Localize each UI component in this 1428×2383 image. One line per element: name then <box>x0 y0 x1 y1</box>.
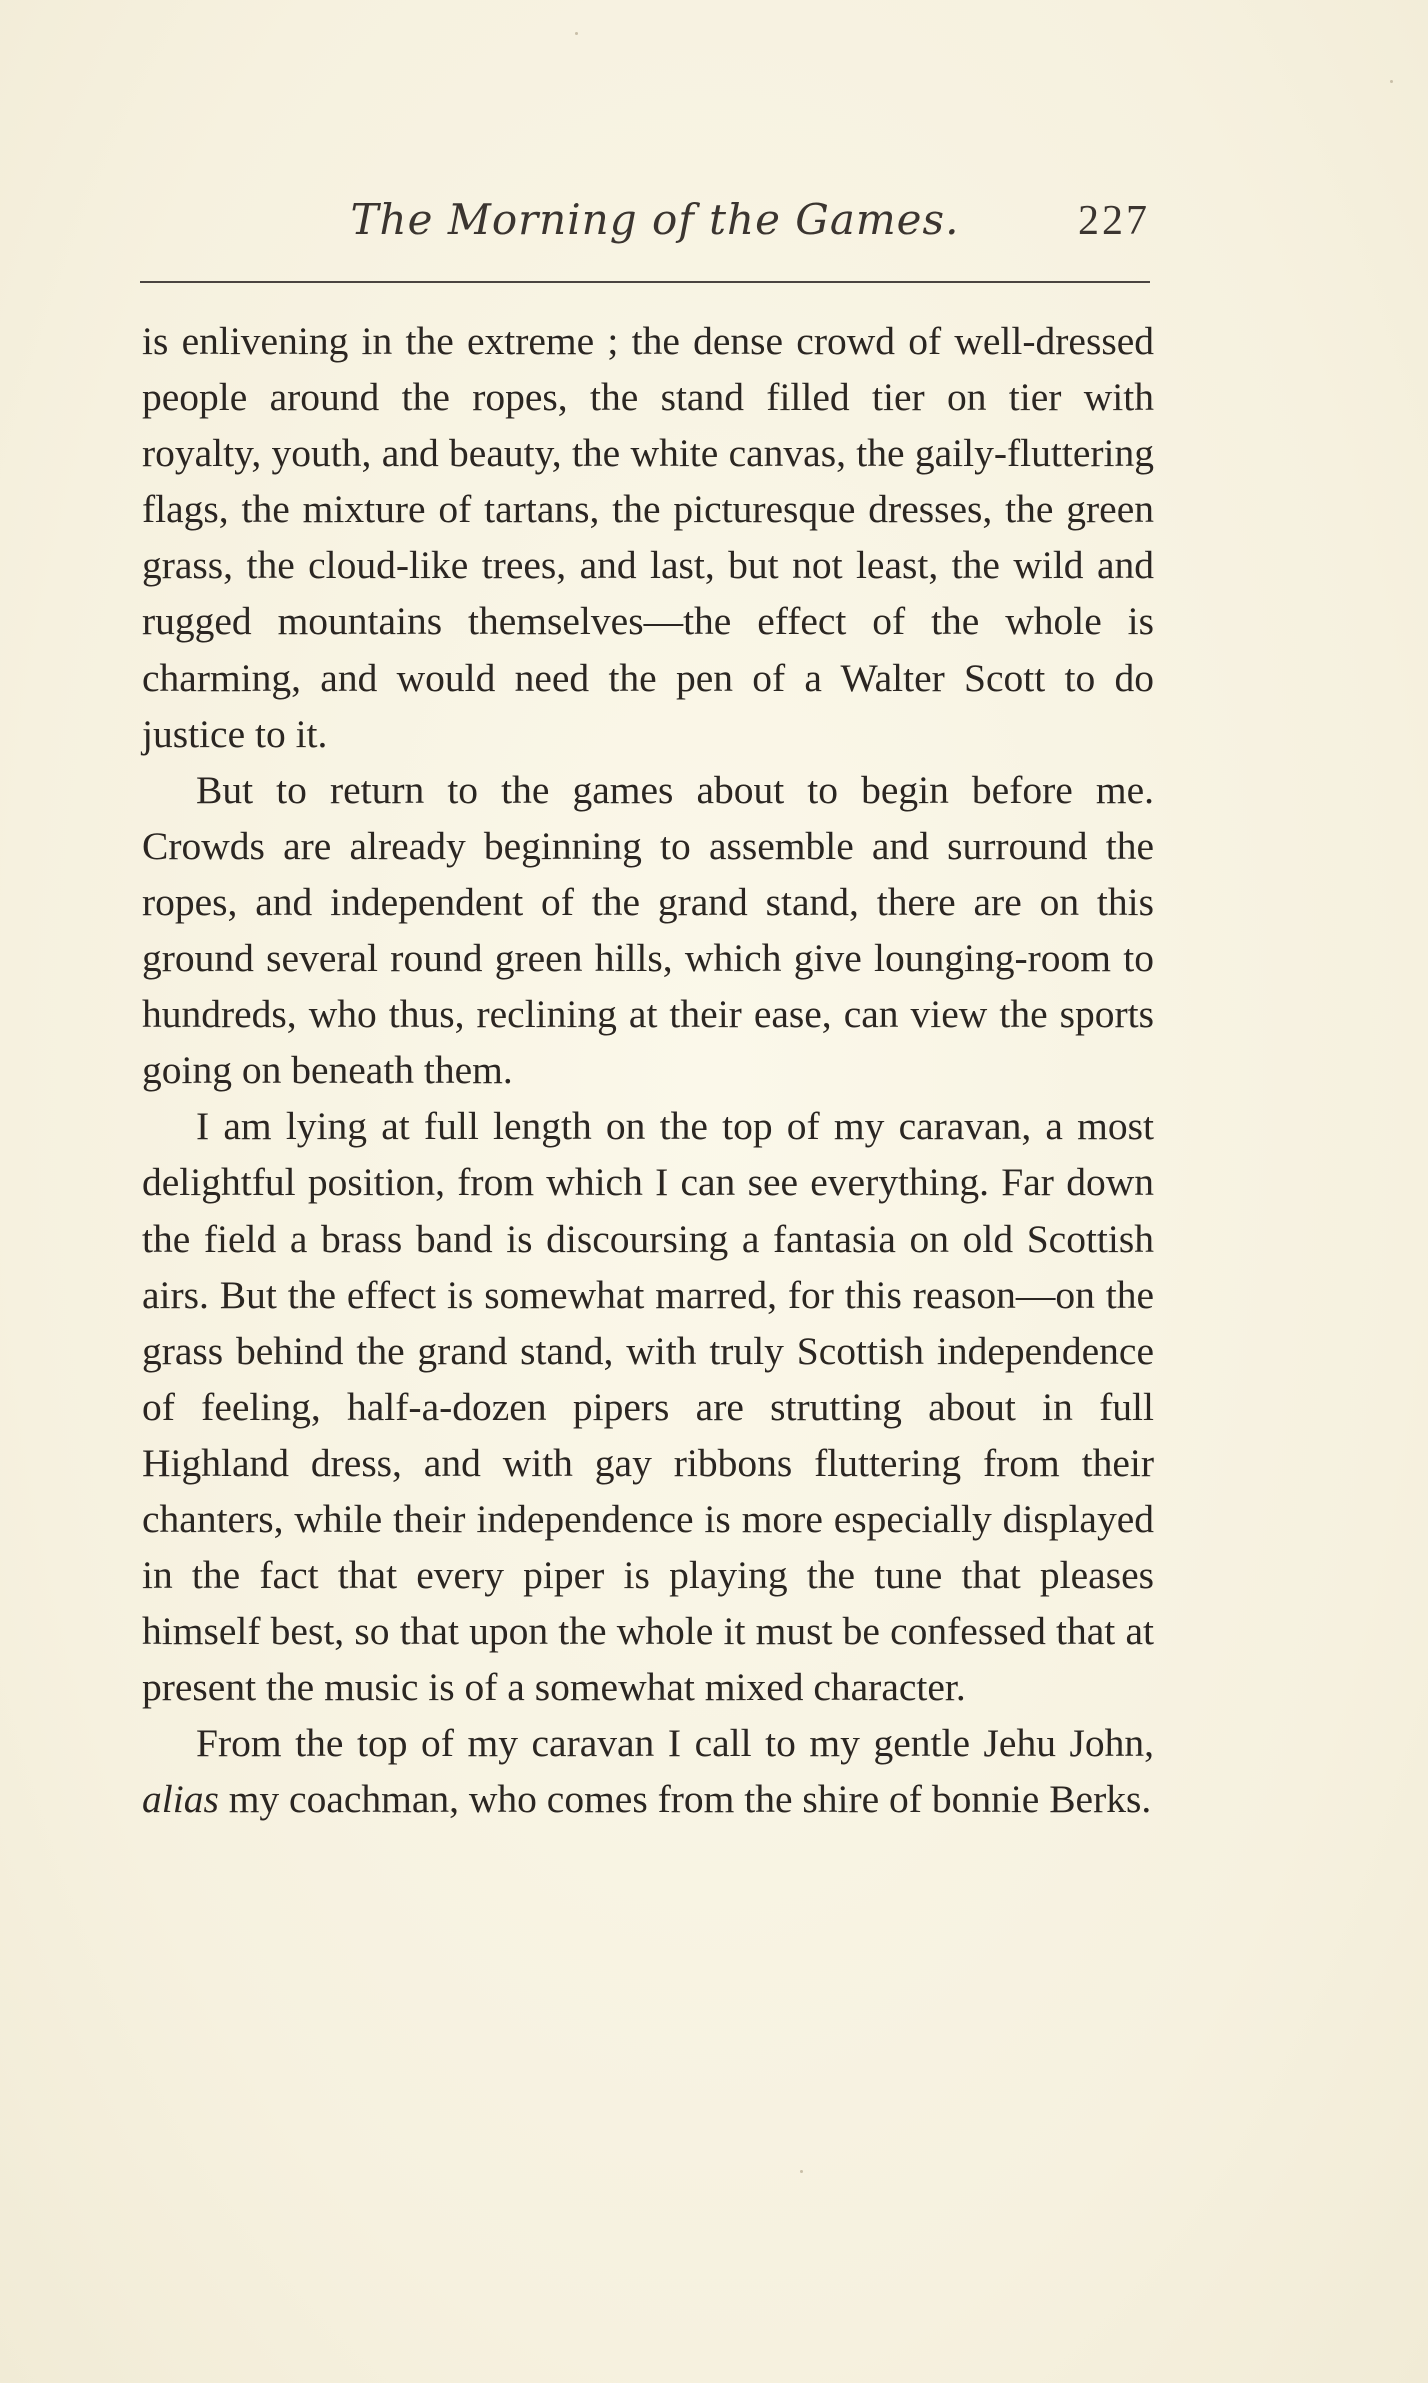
page-number: 227 <box>1078 198 1150 244</box>
paragraph-4-before: From the top of my caravan I call to my gentle Jehu John, <box>196 1721 1154 1766</box>
paper-speck <box>575 32 578 35</box>
body-text <box>142 313 1154 1828</box>
paragraph-4 <box>142 1715 1154 1827</box>
paragraph-2: But to return to the games about to begin before me. Crowds are already beginning to assemble and surround the ropes, and independent of the grand stand, there are on this ground several round green hills, which give lounging-room to hundreds, who thus, reclining at their ease, can view the sports going on beneath them. <box>142 767 1154 1093</box>
header-rule <box>140 281 1150 283</box>
paper-speck <box>800 2170 803 2173</box>
paragraph-1: is enlivening in the extreme ; the dense crowd of well-dressed people around the ropes, the stand filled tier on tier with royalty, youth, and beauty, the white canvas, the gaily-fluttering flags, the mixture of tartans, the picturesque dresses, the green grass, the cloud-like trees, and last, but not least, the wild and rugged mountains themselves—the effect of the whole is charming, and would need the pen of a Walter Scott to do justice to it. <box>142 319 1154 756</box>
paragraph-4-after: my coachman, who comes from the shire of bonnie Berks. <box>218 1777 1152 1822</box>
paragraph-3: I am lying at full length on the top of my caravan, a most delightful position, from which I can see everything. Far down the field a brass band is discoursing a fantasia on old Scottish airs. But the effect is somewhat marred, for this reason—on the grass behind the grand stand, with truly Scottish independence of feeling, half-a-dozen pipers are strutting about in full Highland dress, and with gay ribbons fluttering from their chanters, while their independence is more especially displayed in the fact that every piper is playing the tune that pleases himself best, so that upon the whole it must be confessed that at present the music is of a somewhat mixed character. <box>142 1104 1154 1710</box>
page-header <box>140 195 1150 255</box>
running-title: The Morning of the Games. <box>350 195 960 244</box>
paragraph-4-italic: alias <box>142 1777 219 1822</box>
paper-speck <box>1390 80 1393 83</box>
